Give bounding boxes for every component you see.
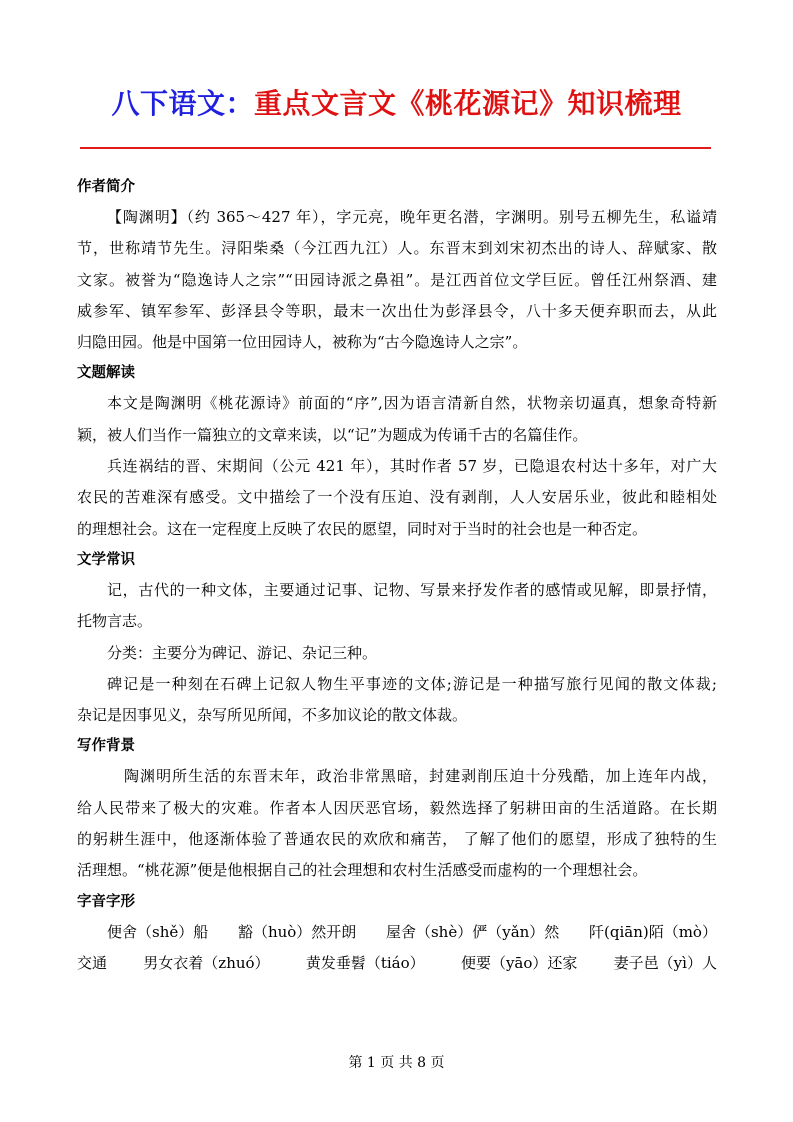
paragraph-line: 兵连祸结的晋、宋期间（公元 421 年），其时作者 57 岁，已隐退农村达十多年，对广大 <box>107 457 717 476</box>
paragraph-line: 节，世称靖节先生。浔阳柴桑（今江西九江）人。东晋末到刘宋初杰出的诗人、辞赋家、散 <box>77 239 717 258</box>
paragraph-line: 托物言志。 <box>77 612 153 631</box>
paragraph-line: 给人民带来了极大的灾难。作者本人因厌恶官场，毅然选择了躬耕田亩的生活道路。在长期 <box>77 798 717 817</box>
paragraph-line: 分类：主要分为碑记、游记、杂记三种。 <box>107 643 378 662</box>
vocab-row <box>77 917 717 949</box>
paragraph-line: 文家。被誉为“隐逸诗人之宗”“田园诗派之鼻祖”。是江西首位文学巨匠。曾任江州祭酒、建 <box>77 270 717 289</box>
paragraph-line: 威参军、镇军参军、彭泽县令等职，最末一次出仕为彭泽县令，八十多天便弃职而去，从此 <box>77 301 717 320</box>
document-body <box>77 172 717 980</box>
vocab-item: 屋舍（shè）俨（yǎn）然 <box>385 922 560 941</box>
paragraph-line: 归隐田园。他是中国第一位田园诗人，被称为“古今隐逸诗人之宗”。 <box>77 333 528 352</box>
title-prefix: 八下语文： <box>111 87 254 120</box>
paragraph-line: 的躬耕生涯中，他逐渐体验了普通农民的欢欣和痛苦， 了解了他们的愿望，形成了独特的生 <box>77 830 717 849</box>
page-footer: 第 1 页 共 8 页 <box>348 1055 445 1071</box>
paragraph-line: 陶渊明所生活的东晋末年，政治非常黑暗，封建剥削压迫十分残酷，加上连年内战， <box>124 767 717 786</box>
vocab-item: 黄发垂髫（tiáo） <box>305 954 425 973</box>
section-heading-author: 作者简介 <box>77 179 135 195</box>
section-heading-vocab: 字音字形 <box>77 893 135 910</box>
section-heading-background: 写作背景 <box>77 738 135 755</box>
title-main: 重点文言文《桃花源记》知识梳理 <box>254 87 682 120</box>
vocab-item: 男女衣着（zhuó） <box>143 954 270 973</box>
page-title <box>0 84 793 124</box>
paragraph-line: 农民的苦难深有感受。文中描绘了一个没有压迫、没有剥削，人人安居乐业，彼此和睦相处 <box>77 488 717 507</box>
vocab-item: 便舍（shě）船 <box>107 922 209 941</box>
paragraph-line: 碑记是一种刻在石碑上记叙人物生平事迹的文体;游记是一种描写旅行见闻的散文体裁; <box>107 674 717 693</box>
paragraph-line: 杂记是因事见义，杂写所见所闻，不多加议论的散文体裁。 <box>77 706 468 725</box>
paragraph-line: 【陶渊明】（约 365～427 年），字元亮，晚年更名潜，字渊明。别号五柳先生，私谥靖 <box>107 208 717 226</box>
vocab-row <box>77 948 717 980</box>
vocab-item: 妻子邑（yì）人 <box>613 954 717 973</box>
paragraph-line: 本文是陶渊明《桃花源诗》前面的“序”,因为语言清新自然，状物亲切逼真，想象奇特新 <box>107 394 717 413</box>
paragraph-line: 的理想社会。这在一定程度上反映了农民的愿望，同时对于当时的社会也是一种否定。 <box>77 519 648 538</box>
paragraph-line: 颖，被人们当作一篇独立的文章来读，以“记”为题成为传诵千古的名篇佳作。 <box>77 425 588 444</box>
title-divider <box>80 147 711 149</box>
section-heading-literature: 文学常识 <box>77 551 135 568</box>
section-heading-title-explain: 文题解读 <box>77 365 135 382</box>
paragraph-line: 活理想。“桃花源”便是他根据自己的社会理想和农村生活感受而虚构的一个理想社会。 <box>77 861 648 880</box>
vocab-item: 交通 <box>77 954 108 973</box>
vocab-item: 豁（huò）然开朗 <box>237 922 357 941</box>
paragraph-line: 记，古代的一种文体，主要通过记事、记物、写景来抒发作者的感情或见解，即景抒情， <box>107 580 717 599</box>
vocab-item: 便要（yāo）还家 <box>460 954 578 973</box>
vocab-item: 阡(qiān)陌（mò） <box>589 922 717 941</box>
